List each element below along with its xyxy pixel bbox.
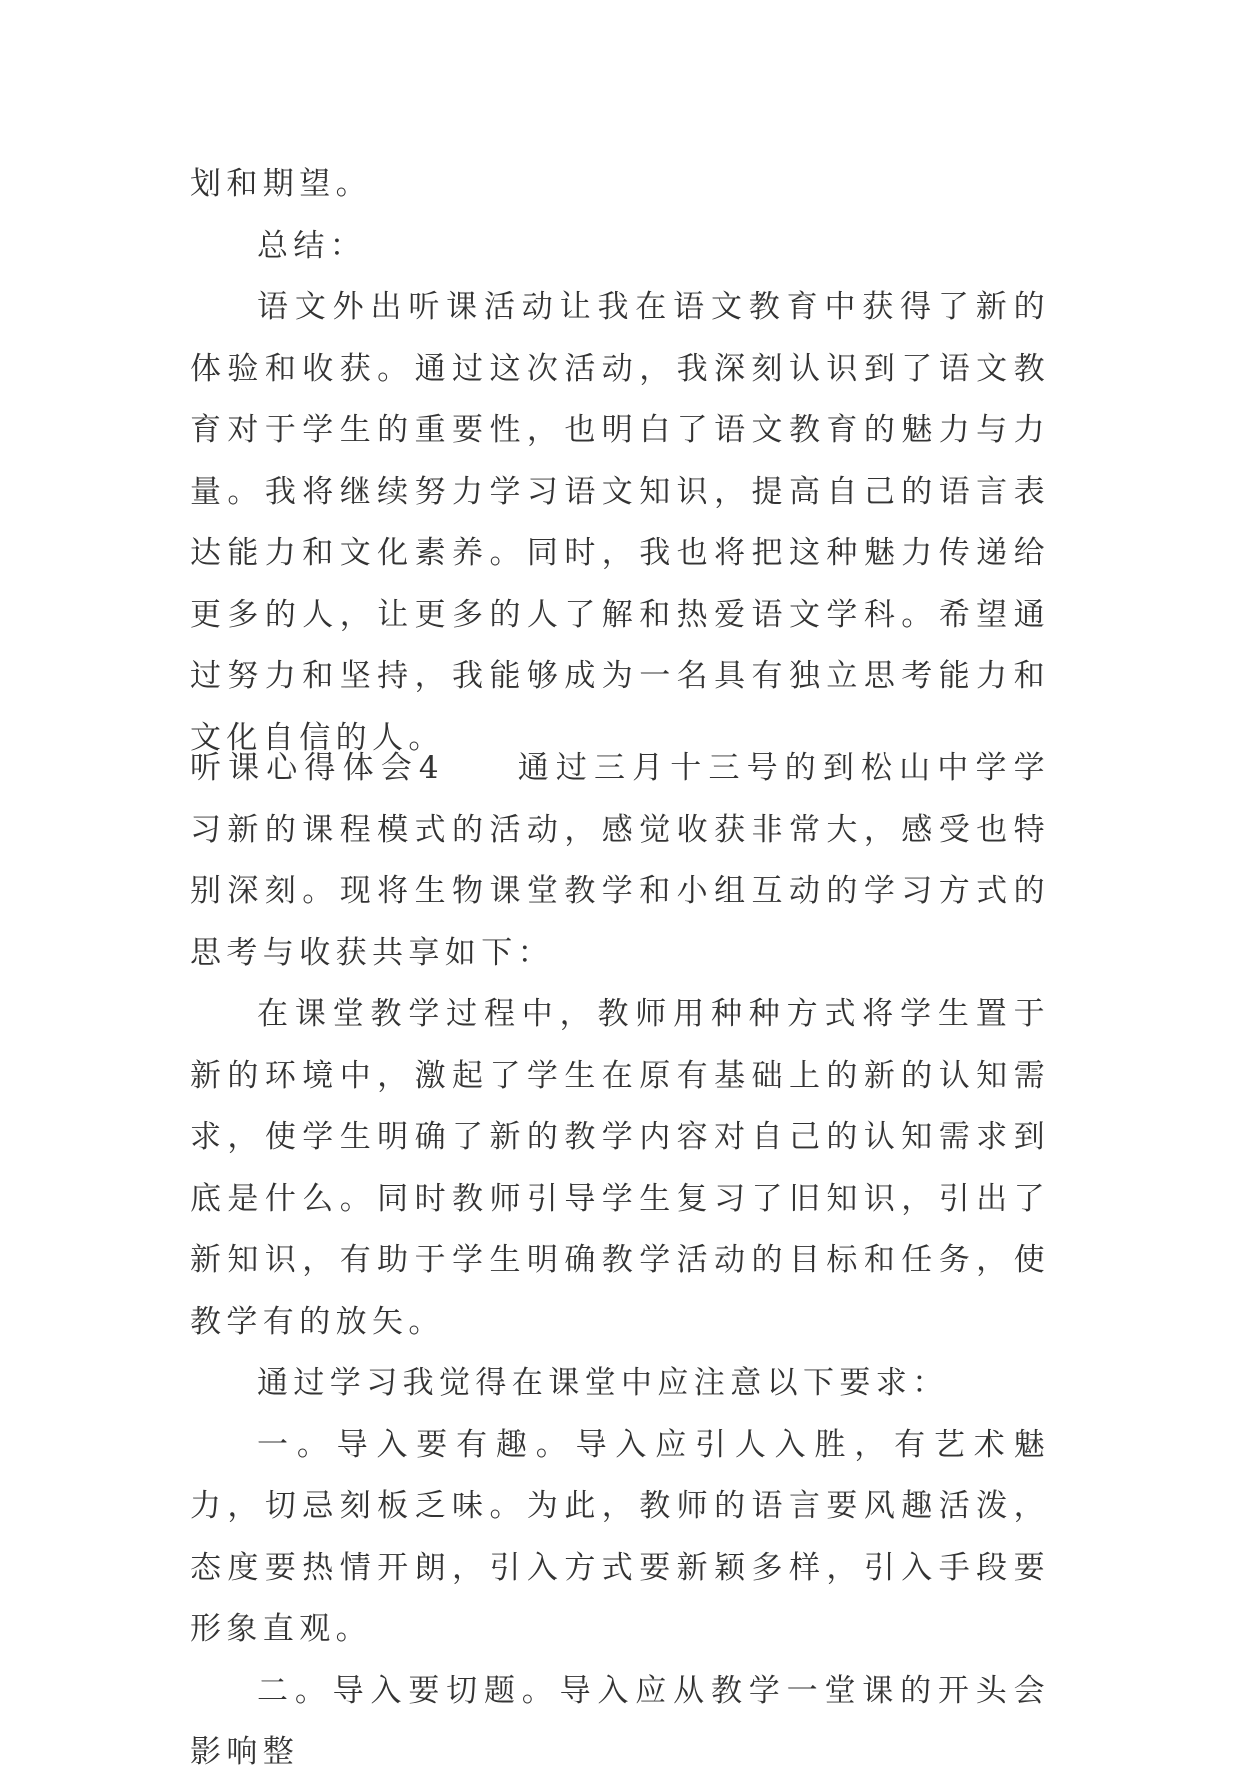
body-paragraph: 通过学习我觉得在课堂中应注意以下要求： [257,1365,949,1401]
body-paragraph: 一。导入要有趣。导入应引人入胜，有艺术魅力，切忌刻板乏味。为此，教师的语言要风趣活泼，态度要热情开朗，引入方式要新颖多样，引入手段要形象直观。 [190,1426,1050,1647]
section-two [190,738,1050,1784]
summary-heading: 总结： [257,227,367,264]
continuation-line: 划和期望。 [190,166,372,202]
body-paragraph: 二。导入要切题。导入应从教学一堂课的开头会影响整 [190,1672,1050,1770]
body-paragraph: 在课堂教学过程中，教师用种种方式将学生置于新的环境中，激起了学生在原有基础上的新的认知需求，使学生明确了新的教学内容对自己的认知需求到底是什么。同时教师引导学生复习了旧知识，引出了新知识，有助于学生明确教学活动的目标和任务，使教学有的放矢。 [190,996,1050,1340]
intro-text: 通过三月十三号的到松山中学学习新的课程模式的活动，感觉收获非常大，感受也特别深刻。现将生物课堂教学和小组互动的学习方式的思考与收获共享如下： [190,750,1050,971]
summary-paragraph: 语文外出听课活动让我在语文教育中获得了新的体验和收获。通过这次活动，我深刻认识到了语文教育对于学生的重要性，也明白了语文教育的魅力与力量。我将继续努力学习语文知识，提高自己的语言表达能力和文化素养。同时，我也将把这种魅力传递给更多的人，让更多的人了解和热爱语文学科。希望通过努力和坚持，我能够成为一名具有独立思考能力和文化自信的人。 [190,289,1050,756]
section-two-intro-paragraph [190,738,1050,984]
section-one [190,154,1050,769]
section-title: 听课心得体会4 [190,750,444,786]
